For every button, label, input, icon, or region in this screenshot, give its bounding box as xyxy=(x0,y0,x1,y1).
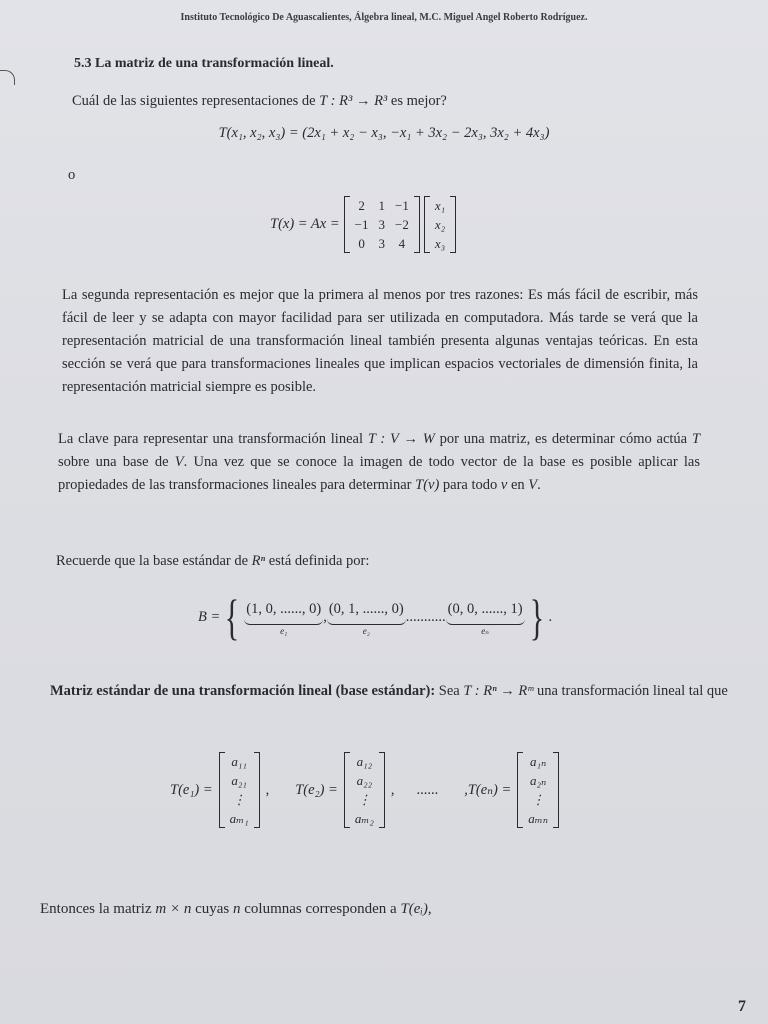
definition-title: Matriz estándar de una transformación lineal (base estándar): xyxy=(50,683,436,699)
page-header: Instituto Tecnológico De Aguascalientes, Álgebra lineal, M.C. Miguel Angel Roberto Rodríguez. xyxy=(180,12,588,23)
column-vector-1: a₁₁ a₂₁ ⋮ aₘ₁ xyxy=(219,752,260,828)
page-corner-mark xyxy=(0,70,15,85)
basis-lhs: B = xyxy=(198,608,221,625)
section-title: 5.3 La matriz de una transformación lineal. xyxy=(74,56,334,71)
or-word: o xyxy=(68,167,76,183)
right-brace: } xyxy=(529,589,544,645)
question-map: T : R³ → R³ xyxy=(319,93,388,109)
column-images: T(e₁) = a₁₁ a₂₁ ⋮ aₘ₁ , T(e₂) = a₁₂ a₂₂ ⋮ aₘ₂ , ...... ,T(eₙ) = a₁ₙ a₂ₙ ⋮ aₘₙ xyxy=(170,752,559,828)
question-prefix: Cuál de las siguientes representaciones de xyxy=(72,93,316,109)
basis-equation: B = { (1, 0, ......, 0) e₁ , (0, 1, ......, 0) e₂ ........... (0, 0, ......, 1) eₙ } . xyxy=(198,589,553,645)
page-number: 7 xyxy=(738,998,746,1015)
basis-e2: (0, 1, ......, 0) e₂ xyxy=(327,598,406,637)
definition-paragraph: Matriz estándar de una transformación lineal (base estándar): Sea T : Rⁿ → Rᵐ una transformación lineal tal que xyxy=(50,683,728,699)
basis-e1: (1, 0, ......, 0) e₁ xyxy=(244,598,323,637)
equation-1: T(x₁, x₂, x₃) = (2x₁ + x₂ − x₃, −x₁ + 3x₂ − 2x₃, 3x₂ + 4x₃) xyxy=(218,125,550,141)
vector-x: x₁ x₂ x₃ xyxy=(424,196,456,253)
final-sentence: Entonces la matriz m × n cuyas n columnas corresponden a T(eᵢ), xyxy=(40,901,432,917)
paragraph-3: Recuerde que la base estándar de Rⁿ está definida por: xyxy=(56,553,370,569)
basis-en: (0, 0, ......, 1) eₙ xyxy=(446,598,525,637)
left-brace: { xyxy=(225,589,240,645)
question-line xyxy=(72,90,447,113)
basis-dots: ........... xyxy=(405,608,446,625)
equation-2 xyxy=(270,196,456,253)
paragraph-2: La clave para representar una transformación lineal T : V → W por una matriz, es determinar cómo actúa T sobre una base de V. Una vez que se conoce la imagen de todo vector de la base es posible aplicar las propiedades de las transformaciones lineales para determinar T(v) para todo v en V. xyxy=(58,431,701,493)
paragraph-1: La segunda representación es mejor que la primera al menos por tres razones: Es más fácil de escribir, más fácil de leer y se adapta con mayor facilidad para ser utilizada en computadora. Más tarde se verá que la representación matricial de una transformación lineal también presenta algunas ventajas teóricas. En esta sección se verá que para transformaciones lineales que implican espacios vectoriales de dimensión finita, la representación matricial siempre es posible. xyxy=(62,287,698,395)
column-dots: ...... xyxy=(416,781,439,798)
column-vector-2: a₁₂ a₂₂ ⋮ aₘ₂ xyxy=(344,752,385,828)
column-vector-n: a₁ₙ a₂ₙ ⋮ aₘₙ xyxy=(517,752,559,828)
eq2-lhs: T(x) = Ax = xyxy=(270,216,340,232)
matrix-A: 2 1 −1 −1 3 −2 0 3 4 xyxy=(344,196,420,253)
question-suffix: es mejor? xyxy=(390,93,447,109)
